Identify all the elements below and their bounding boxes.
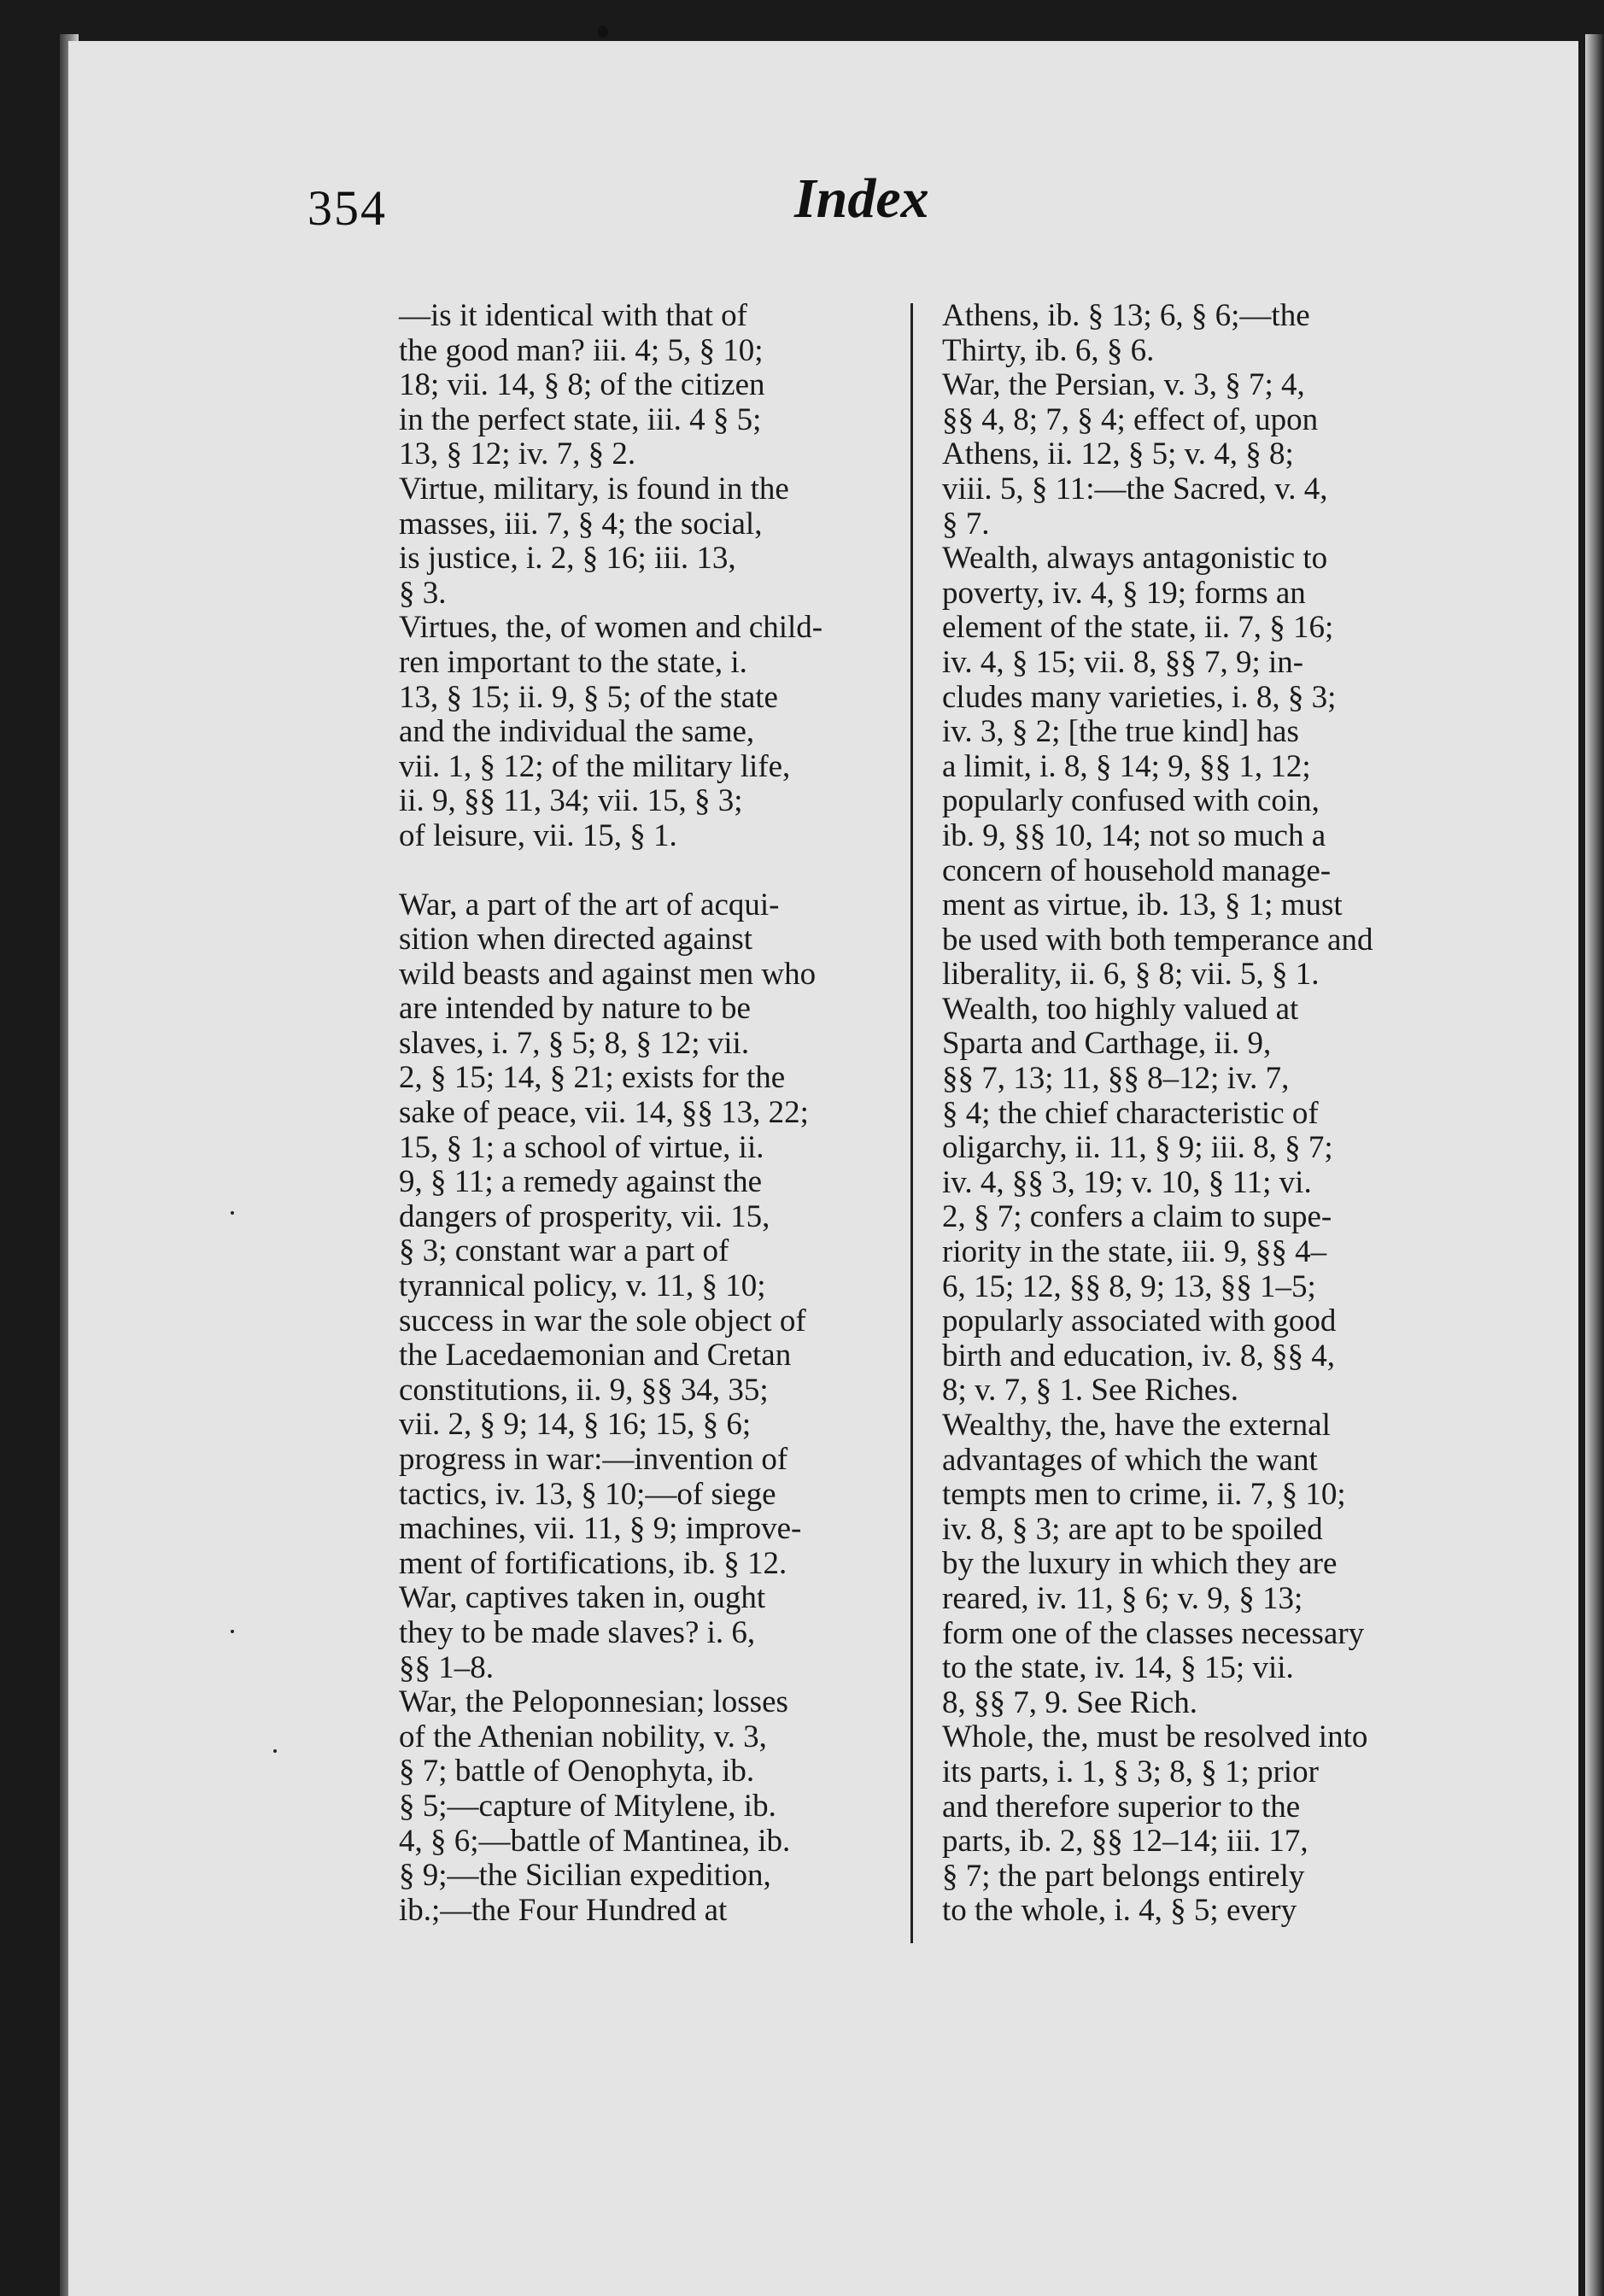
index-line: iv. 4, § 15; vii. 8, §§ 7, 9; in-	[942, 644, 1304, 680]
index-line: § 9;—the Sicilian expedition,	[399, 1858, 771, 1894]
index-line: § 7; battle of Oenophyta, ib.	[399, 1754, 755, 1789]
index-line: § 3.	[399, 575, 447, 611]
index-line: Wealth, too highly valued at	[942, 991, 1299, 1027]
ink-mark	[598, 26, 608, 38]
index-line: ment of fortifications, ib. § 12.	[399, 1545, 787, 1581]
index-line: of the Athenian nobility, v. 3,	[399, 1719, 767, 1754]
index-line: advantages of which the want	[942, 1442, 1318, 1478]
index-line: 18; vii. 14, § 8; of the citizen	[399, 367, 765, 403]
index-line: 9, § 11; a remedy against the	[399, 1164, 763, 1200]
index-line: to the whole, i. 4, § 5; every	[942, 1893, 1297, 1929]
index-line: ii. 9, §§ 11, 34; vii. 15, § 3;	[399, 783, 743, 819]
index-line: 8; v. 7, § 1. See Riches.	[942, 1373, 1239, 1409]
index-line: slaves, i. 7, § 5; 8, § 12; vii.	[399, 1025, 750, 1061]
index-line: Virtue, military, is found in the	[399, 471, 789, 507]
index-line: tempts men to crime, ii. 7, § 10;	[942, 1477, 1346, 1513]
index-line: riority in the state, iii. 9, §§ 4–	[942, 1234, 1327, 1270]
index-line: be used with both temperance and	[942, 922, 1373, 958]
index-line: success in war the sole object of	[399, 1303, 806, 1338]
index-line: §§ 7, 13; 11, §§ 8–12; iv. 7,	[942, 1061, 1290, 1097]
index-line: machines, vii. 11, § 9; improve-	[399, 1511, 802, 1547]
index-line: form one of the classes necessary	[942, 1615, 1365, 1651]
index-line: they to be made slaves? i. 6,	[399, 1614, 756, 1650]
index-line: Virtues, the, of women and child-	[399, 610, 823, 646]
index-line: § 7; the part belongs entirely	[942, 1858, 1305, 1894]
index-line: liberality, ii. 6, § 8; vii. 5, § 1.	[942, 957, 1320, 993]
index-line: War, the Persian, v. 3, § 7; 4,	[942, 367, 1305, 403]
index-line: 6, 15; 12, §§ 8, 9; 13, §§ 1–5;	[942, 1268, 1316, 1304]
index-line: §§ 1–8.	[399, 1649, 494, 1685]
index-line: oligarchy, ii. 11, § 9; iii. 8, § 7;	[942, 1130, 1333, 1166]
index-line: a limit, i. 8, § 14; 9, §§ 1, 12;	[942, 748, 1311, 784]
index-line: tyrannical policy, v. 11, § 10;	[399, 1268, 766, 1304]
index-line: 4, § 6;—battle of Mantinea, ib.	[399, 1823, 791, 1859]
index-line: vii. 2, § 9; 14, § 16; 15, § 6;	[399, 1407, 752, 1443]
index-line: Sparta and Carthage, ii. 9,	[942, 1026, 1272, 1062]
index-line: War, the Peloponnesian; losses	[399, 1684, 788, 1720]
index-line: 13, § 15; ii. 9, § 5; of the state	[399, 679, 778, 715]
index-line: 13, § 12; iv. 7, § 2.	[399, 436, 636, 472]
index-column-left	[399, 299, 877, 1928]
index-line: viii. 5, § 11:—the Sacred, v. 4,	[942, 471, 1328, 507]
index-line: —is it identical with that of	[399, 298, 747, 333]
index-line: tactics, iv. 13, § 10;—of siege	[399, 1476, 776, 1512]
index-line: birth and education, iv. 8, §§ 4,	[942, 1338, 1336, 1374]
index-line: iv. 4, §§ 3, 19; v. 10, § 11; vi.	[942, 1164, 1312, 1200]
index-line: iv. 8, § 3; are apt to be spoiled	[942, 1511, 1323, 1547]
index-column-right	[942, 299, 1416, 1929]
index-line: sition when directed against	[399, 922, 753, 958]
index-line: wild beasts and against men who	[399, 956, 817, 992]
index-line: § 3; constant war a part of	[399, 1233, 729, 1269]
page-number: 354	[307, 180, 387, 236]
index-line: by the luxury in which they are	[942, 1546, 1338, 1582]
index-line: sake of peace, vii. 14, §§ 13, 22;	[399, 1095, 809, 1131]
index-line: War, captives taken in, ought	[399, 1580, 766, 1616]
index-line: the good man? iii. 4; 5, § 10;	[399, 332, 764, 368]
index-line: and therefore superior to the	[942, 1789, 1301, 1824]
index-line: vii. 1, § 12; of the military life,	[399, 748, 791, 784]
index-line: Athens, ib. § 13; 6, § 6;—the	[942, 298, 1310, 333]
index-line: 8, §§ 7, 9. See Rich.	[942, 1684, 1198, 1720]
index-line: popularly confused with coin,	[942, 783, 1320, 819]
page-right-edge	[1585, 34, 1604, 2296]
index-line: War, a part of the art of acqui-	[399, 887, 780, 922]
index-line: constitutions, ii. 9, §§ 34, 35;	[399, 1372, 769, 1408]
running-header-title: Index	[794, 167, 929, 230]
index-line: iv. 3, § 2; [the true kind] has	[942, 714, 1299, 750]
index-line: ib.;—the Four Hundred at	[399, 1892, 728, 1928]
index-line: Athens, ii. 12, § 5; v. 4, § 8;	[942, 436, 1294, 472]
index-line: its parts, i. 1, § 3; 8, § 1; prior	[942, 1754, 1319, 1789]
index-line: §§ 4, 8; 7, § 4; effect of, upon	[942, 401, 1319, 437]
scan-speck	[231, 1211, 234, 1215]
index-line: poverty, iv. 4, § 19; forms an	[942, 575, 1306, 611]
index-line: of leisure, vii. 15, § 1.	[399, 817, 677, 853]
index-line: § 7.	[942, 506, 990, 542]
index-line: § 4; the chief characteristic of	[942, 1095, 1319, 1131]
index-line: Whole, the, must be resolved into	[942, 1719, 1368, 1755]
index-line: reared, iv. 11, § 6; v. 9, § 13;	[942, 1580, 1303, 1616]
index-line: progress in war:—invention of	[399, 1442, 788, 1477]
index-line: cludes many varieties, i. 8, § 3;	[942, 679, 1337, 715]
index-line: popularly associated with good	[942, 1303, 1337, 1339]
index-line	[399, 854, 877, 888]
index-line: ment as virtue, ib. 13, § 1; must	[942, 887, 1343, 923]
index-line: Thirty, ib. 6, § 6.	[942, 332, 1155, 368]
index-line: the Lacedaemonian and Cretan	[399, 1338, 792, 1374]
index-line: is justice, i. 2, § 16; iii. 13,	[399, 541, 736, 577]
index-line: dangers of prosperity, vii. 15,	[399, 1198, 770, 1234]
column-divider	[910, 303, 913, 1943]
index-line: Wealthy, the, have the external	[942, 1408, 1331, 1443]
index-line: and the individual the same,	[399, 714, 755, 750]
index-line: element of the state, ii. 7, § 16;	[942, 610, 1334, 646]
index-line: masses, iii. 7, § 4; the social,	[399, 506, 763, 542]
index-line: ib. 9, §§ 10, 14; not so much a	[942, 817, 1326, 853]
scan-speck	[231, 1630, 234, 1633]
index-line: to the state, iv. 14, § 15; vii.	[942, 1650, 1294, 1686]
index-line: 2, § 7; confers a claim to supe-	[942, 1199, 1332, 1235]
scan-speck	[273, 1749, 277, 1753]
index-line: parts, ib. 2, §§ 12–14; iii. 17,	[942, 1824, 1308, 1860]
index-line: ren important to the state, i.	[399, 644, 747, 680]
index-line: Wealth, always antagonistic to	[942, 541, 1328, 577]
index-line: in the perfect state, iii. 4 § 5;	[399, 401, 762, 437]
index-line: § 5;—capture of Mitylene, ib.	[399, 1788, 776, 1824]
index-line: 15, § 1; a school of virtue, ii.	[399, 1129, 764, 1165]
index-line: are intended by nature to be	[399, 991, 751, 1027]
index-line: concern of household manage-	[942, 852, 1332, 888]
index-line: 2, § 15; 14, § 21; exists for the	[399, 1060, 786, 1096]
